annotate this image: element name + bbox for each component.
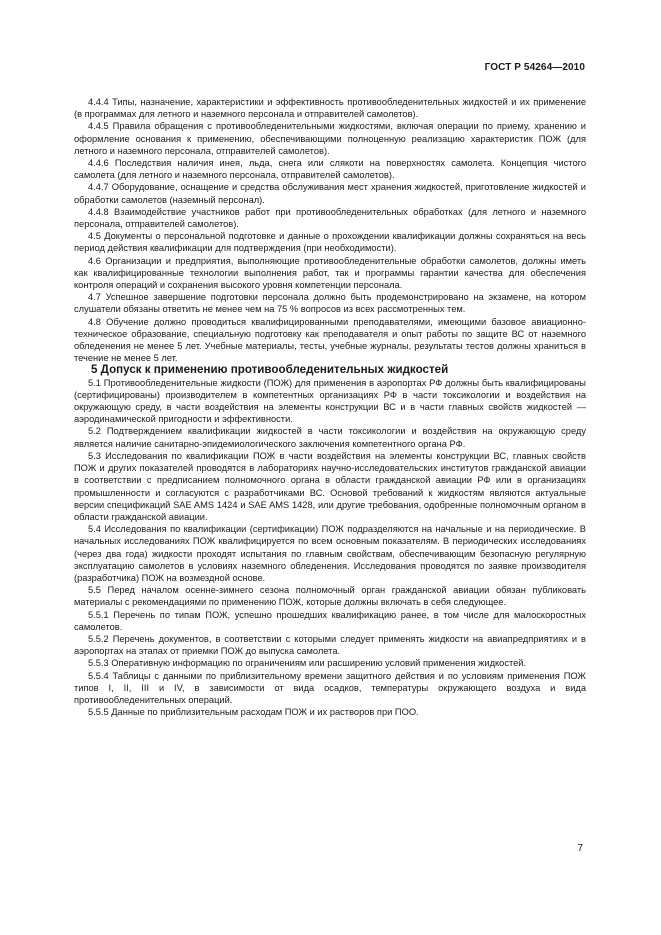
paragraph-4-4-6: 4.4.6 Последствия наличия инея, льда, снега или слякоти на поверхностях самолета. Концепция чистого самолета (для летного и наземного персонала, отправителей самолетов). — [74, 158, 586, 181]
standard-header: ГОСТ Р 54264—2010 — [484, 62, 585, 73]
paragraph-4-4-5: 4.4.5 Правила обращения с противообледенительными жидкостями, включая операции по приему, хранению и оформление основания к применению, обеспечивающими полноценную реализацию характеристик ПОЖ (для летного и наземного персонала, отправителей самолетов). — [74, 121, 586, 156]
paragraph-5-5-4: 5.5.4 Таблицы с данными по приблизительному времени защитного действия и по условиям применения ПОЖ типов I, II, III и IV, в зависимости от вида осадков, температуры окружающего воздуха и вида противообледенительных операций. — [74, 670, 586, 705]
paragraph-5-3: 5.3 Исследования по квалификации ПОЖ в части воздействия на элементы конструкции ВС, главных свойств ПОЖ и других показателей проводятся в лабораториях научно-исследовательских институтов гражданской авиации в соответствии с предписанием полномочного органа в области гражданской авиации РФ или в организациях промышленности и согласуются с разработчиками ВС. Основой требований к жидкостям являются актуальные версии спецификаций SAE AMS 1424 и SAE AMS 1428, или другие требования, одобренные полномочным органом в области гражданской авиации. — [74, 450, 586, 522]
paragraph-5-5-3: 5.5.3 Оперативную информацию по ограничениям или расширению условий применения жидкостей. — [88, 658, 527, 669]
paragraph-5-5-2: 5.5.2 Перечень документов, в соответствии с которыми следует применять жидкости на авиапредприятиях и в аэропортах на этапах от приемки ПОЖ до выпуска самолета. — [74, 633, 586, 657]
paragraph-4-7: 4.7 Успешное завершение подготовки персонала должно быть продемонстрировано на экзамене, на котором слушатели обязаны ответить не менее чем на 75 % вопросов из всех рассмотренных тем. — [74, 292, 586, 315]
paragraph-5-2: 5.2 Подтверждением квалификации жидкостей в части токсикологии и воздействия на окружающую среду является наличие санитарно-эпидемиологического заключения компетентного органа РФ. — [74, 426, 586, 449]
paragraph-5-1: 5.1 Противообледенительные жидкости (ПОЖ) для применения в аэропортах РФ должны быть квалифицированы (сертифицированы) производителем в компетентных организациях РФ в части токсикологии и воздействия на окружающую среду, в части воздействия на элементы конструкции ВС и в части главных свойств жидкостей — аэродинамической пригодности и эффективности. — [74, 377, 586, 425]
paragraph-5-5-5: 5.5.5 Данные по приблизительным расходам ПОЖ и их растворов при ПОО. — [88, 707, 419, 718]
paragraph-5-5: 5.5 Перед началом осенне-зимнего сезона полномочный орган гражданской авиации обязан публиковать материалы с рекомендациями по применению ПОЖ, которые должны включать в себя следующее. — [74, 585, 586, 608]
paragraph-5-4: 5.4 Исследования по квалификации (сертификации) ПОЖ подразделяются на начальные и на периодические. В начальных исследованиях ПОЖ квалифицируется по всем основным показателям. В периодических исследованиях (через два года) жидкости проходят испытания по главным свойствам, обеспечивающим безопасную регулярную эксплуатацию самолетов в условиях наземного обледенения. Исследования проводятся по заявке производителя (разработчика) ПОЖ на возмездной основе. — [74, 524, 586, 583]
paragraph-4-4-8: 4.4.8 Взаимодействие участников работ при противообледенительных обработках (для летного и наземного персонала, отправителей самолетов). — [74, 206, 586, 230]
paragraph-4-5: 4.5 Документы о персональной подготовке и данные о прохождении квалификации должны сохраняться на весь период действия квалификации для подтверждения (при необходимости). — [74, 231, 586, 254]
page-number: 7 — [577, 843, 583, 854]
paragraph-4-4-7: 4.4.7 Оборудование, оснащение и средства обслуживания мест хранения жидкостей, приготовление жидкостей и обработки самолетов (наземный персонал). — [74, 182, 586, 205]
paragraph-4-8: 4.8 Обучение должно проводиться квалифицированными преподавателями, имеющими базовое авиационно-техническое образование, специальную подготовку как преподавателя и опыт работы по защите ВС от наземного обледенения не менее 5 лет. Учебные материалы, тесты, учебные журналы, результаты тестов должны храниться в течение не менее 5 лет. — [74, 316, 586, 364]
document-body — [74, 96, 586, 718]
paragraph-5-5-1: 5.5.1 Перечень по типам ПОЖ, успешно прошедших квалификацию ранее, в том числе для малоскоростных самолетов. — [74, 609, 586, 632]
paragraph-4-6: 4.6 Организации и предприятия, выполняющие противообледенительные обработки самолетов, должны иметь как квалифицированные технологии выполнения работ, так и программы гарантии качества для обеспечения контроля операций и сохранения высокого уровня компетенции персонала. — [74, 255, 586, 291]
paragraph-4-4-4: 4.4.4 Типы, назначение, характеристики и эффективность противообледенительных жидкостей и их применение (в программах для летного и наземного персонала и отправителей самолетов). — [74, 97, 586, 120]
section-title: 5 Допуск к применению противообледенительных жидкостей — [91, 363, 449, 377]
